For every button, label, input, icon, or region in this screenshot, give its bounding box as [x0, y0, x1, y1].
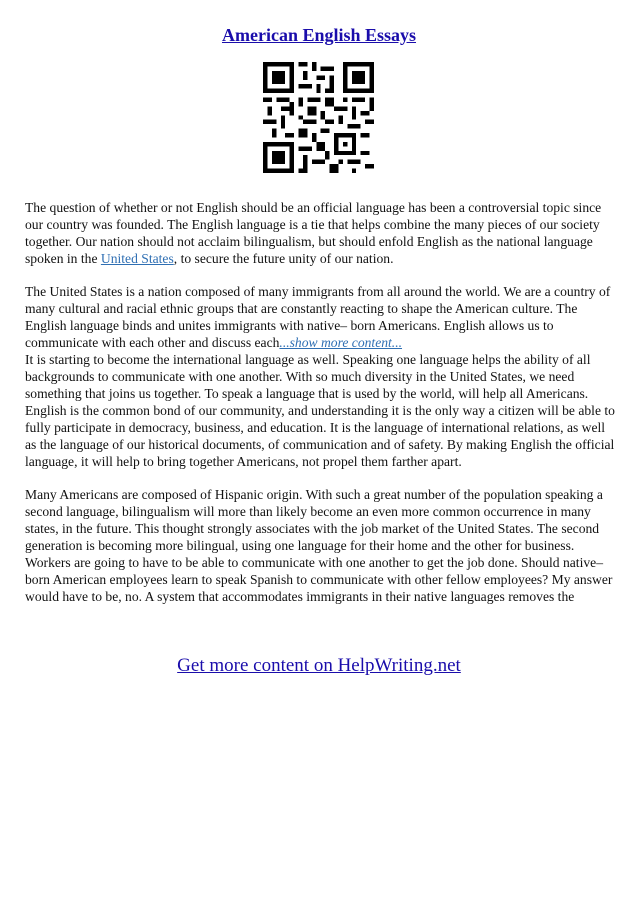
document-title[interactable]: American English Essays — [221, 25, 417, 45]
paragraph-1: The question of whether or not English should be an official language has been a controversial topic since our country was founded. The English language is a tie that helps combine the many pieces of our society together. Our nation should not acclaim bilingualism, but should enfold English as the national language spoken in the United States, to secure the future unity of our nation. — [25, 200, 602, 266]
get-more-content-link[interactable]: Get more content on HelpWriting.net — [177, 655, 461, 676]
show-more-link[interactable]: ...show more content... — [279, 335, 403, 350]
essay-body — [25, 199, 615, 621]
qr-code-icon — [263, 62, 374, 173]
paragraph-4: Many Americans are composed of Hispanic origin. With such a great number of the population speaking a second language, bilingualism will more than likely become an even more common occurrence in many states, in the future. This thought strongly associates with the job market of the United States. The second generation is becoming more bilingual, using one language for their home and the other for business. Workers are going to have to be able to communicate with one another to get the job done. Should native– born American employees learn to speak Spanish to communicate with other fellow employees? My answer would have to be, no. A system that accommodates immigrants in their native languages removes the — [25, 487, 613, 604]
united-states-link[interactable]: United States — [100, 251, 174, 266]
paragraph-2: The United States is a nation composed of many immigrants from all around the world. We are a country of many cultural and racial ethnic groups that are constantly reacting to shape the American culture. The English language binds and unites immigrants with native– born Americans. English allows us to communicate with each other and discuss each...show more content... — [25, 284, 611, 350]
paragraph-3: It is starting to become the international language as well. Speaking one language helps the ability of all backgrounds to communicate with one another. With so much diversity in the United States, we need something that joins us together. To speak a language that is used by the world, will help all Americans. English is the common bond of our community, and understanding it is the only way a citizen will be able to fully participate in democracy, business, and education. It is the language of international relations, as well as the language of our historical documents, of communication and of safety. By making English the official language, it will help to bring together Americans, not propel them farther apart. — [25, 352, 615, 469]
